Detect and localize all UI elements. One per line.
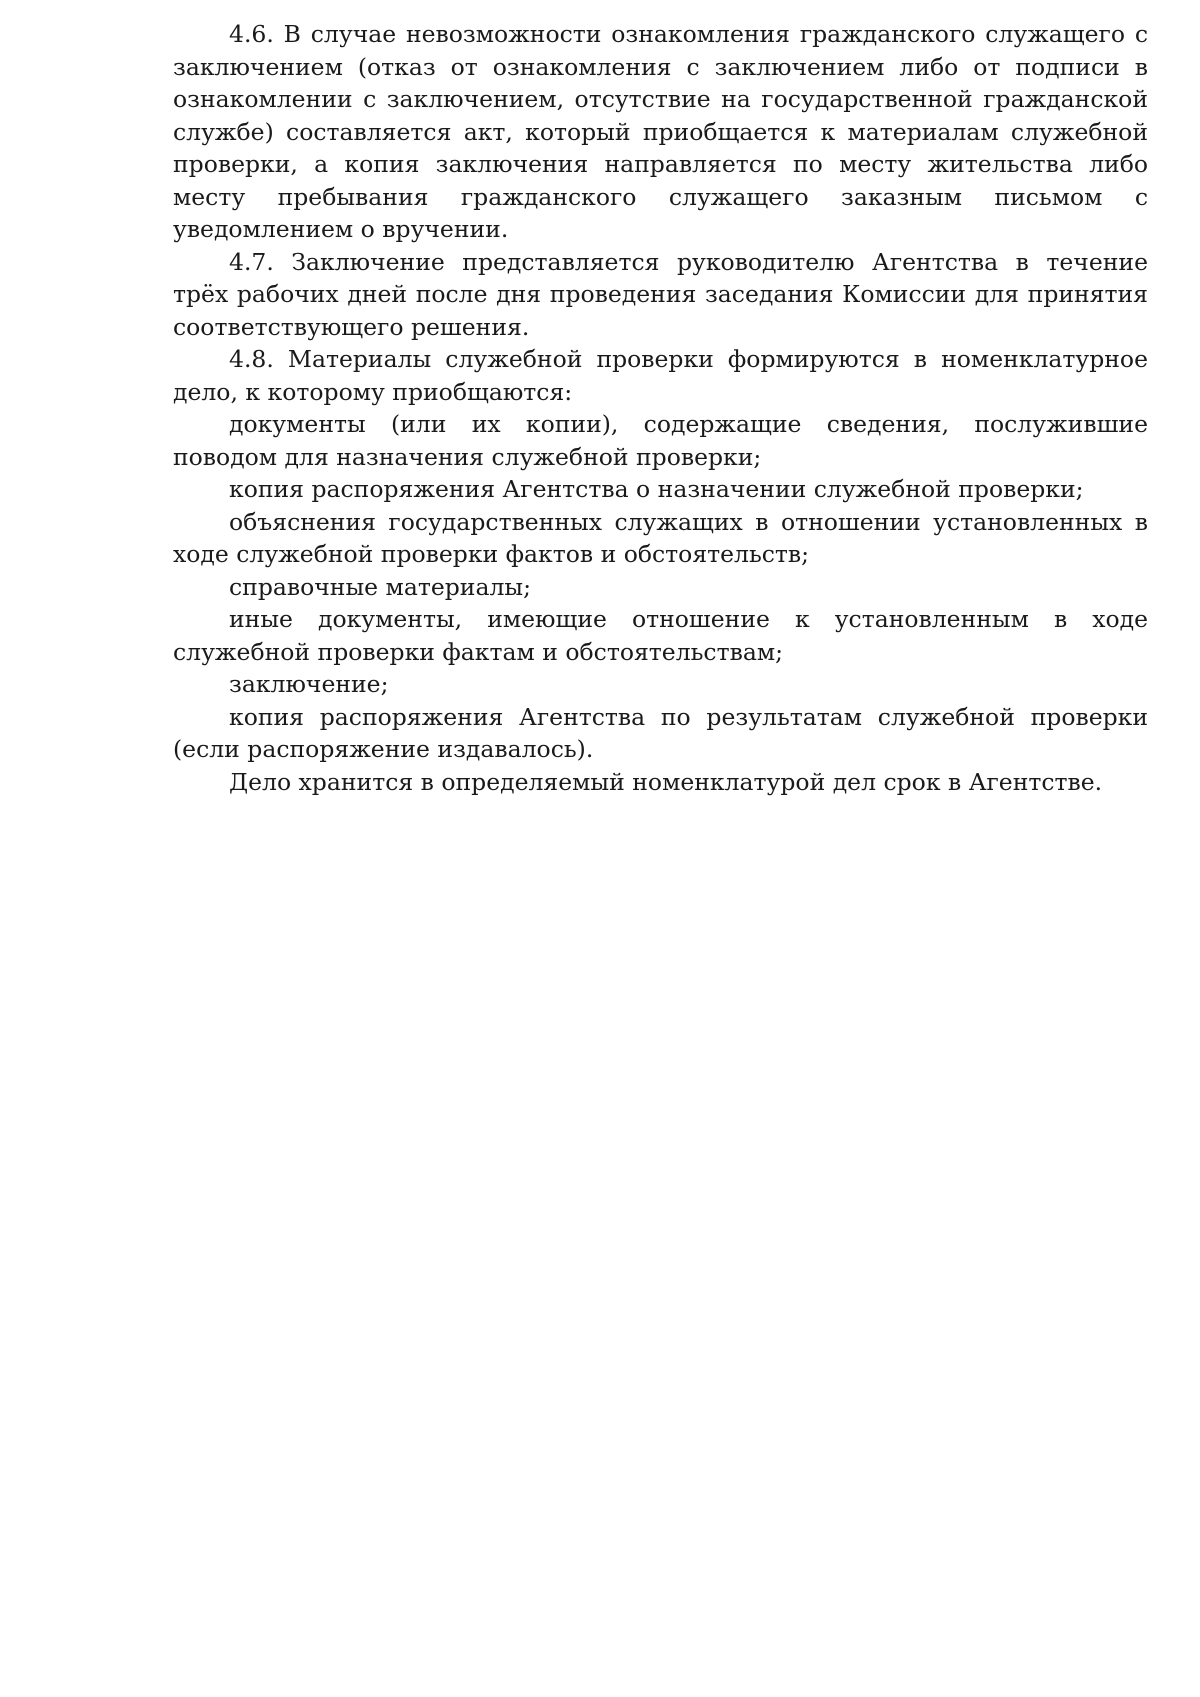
list-item-explanations: объяснения государственных служащих в отношении установленных в ходе служебной проверки фактов и обстоятельств; xyxy=(173,507,1148,568)
list-item-documents: документы (или их копии), содержащие сведения, послужившие поводом для назначения служебной проверки; xyxy=(173,410,1148,471)
paragraph-4-6: 4.6. В случае невозможности ознакомления гражданского служащего с заключением (отказ от ознакомления с заключением либо от подписи в ознакомлении с заключением, отсутствие на государственной гражданской службе) составляется акт, который приобщается к материалам служебной проверки, а копия заключения направляется по месту жительства либо месту пребывания гражданского служащего заказным письмом с уведомлением о вручении. xyxy=(173,20,1148,243)
list-item-conclusion: заключение; xyxy=(229,670,389,698)
list-item-results-order-copy: копия распоряжения Агентства по результатам служебной проверки (если распоряжение издавалось). xyxy=(173,702,1148,763)
closing-paragraph: Дело хранится в определяемый номенклатурой дел срок в Агентстве. xyxy=(229,767,1103,796)
document-body xyxy=(173,18,1148,798)
paragraph-4-7: 4.7. Заключение представляется руководителю Агентства в течение трёх рабочих дней после дня проведения заседания Комиссии для принятия соответствующего решения. xyxy=(173,247,1148,341)
list-item-order-copy: копия распоряжения Агентства о назначении служебной проверки; xyxy=(229,475,1084,503)
list-item-reference-materials: справочные материалы; xyxy=(229,572,532,601)
list-item-other-documents: иные документы, имеющие отношение к установленным в ходе служебной проверки фактам и обстоятельствам; xyxy=(173,605,1148,666)
paragraph-4-8: 4.8. Материалы служебной проверки формируются в номенклатурное дело, к которому приобщаются: xyxy=(173,345,1148,406)
